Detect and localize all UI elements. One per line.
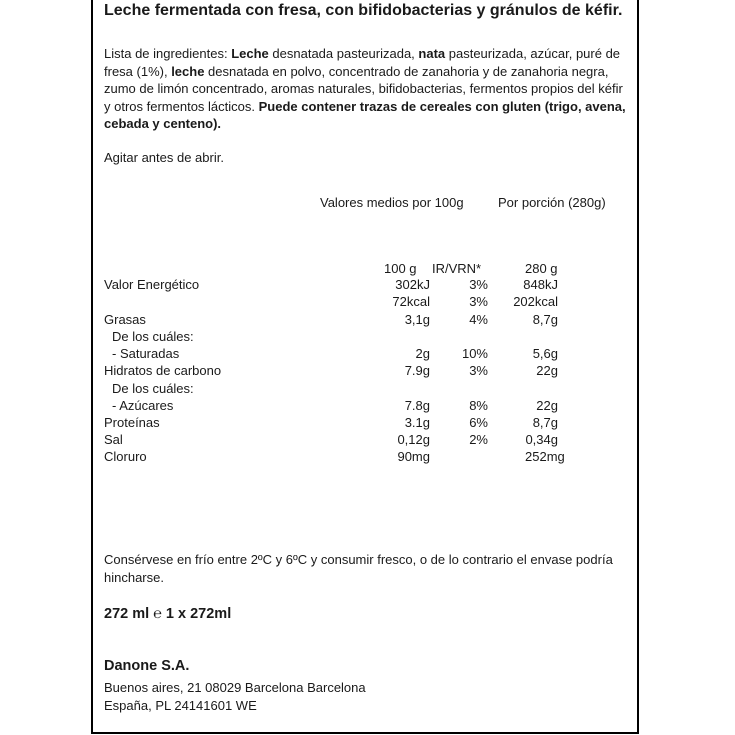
header-per-portion: Por porción (280g) [498,195,606,210]
value-per-100g: 302kJ [395,277,430,292]
col-header-ir: IR/VRN* [432,261,482,276]
estimated-sign-icon: ℮ [153,606,162,622]
product-title: Leche fermentada con fresa, con bifidobacterias y gránulos de kéfir. [104,2,623,19]
nutrient-label: - Azúcares [112,398,174,413]
quantity-line [104,606,231,622]
value-ir-vrn: 3% [469,277,488,292]
ingredient-part: desnatada pasteurizada, [268,46,419,61]
value-per-280g: 22g [536,398,558,413]
ingredient-part: leche [171,63,205,79]
value-per-100g: 2g [415,346,430,361]
nutrient-label: De los cuáles: [112,381,194,396]
ingredients-list [104,45,629,133]
value-ir-vrn: 4% [469,312,488,327]
value-per-280g: 252mg [525,449,565,464]
company-address-1: Buenos aires, 21 08029 Barcelona Barcelona [104,680,366,695]
value-per-100g: 90mg [397,449,430,464]
nutrient-label: Sal [104,432,123,447]
ingredient-part: Puede contener trazas de cereales con gluten (trigo, avena, cebada y centeno). [104,98,626,131]
value-per-280g: 8,7g [532,312,558,327]
company-name: Danone S.A. [104,658,190,674]
value-per-280g: 0,34g [525,432,558,447]
value-ir-vrn: 8% [469,398,488,413]
value-ir-vrn: 6% [469,415,488,430]
value-ir-vrn: 3% [469,294,488,309]
company-address-2: España, PL 24141601 WE [104,698,257,713]
ingredients-label: Lista de ingredientes: [104,46,228,61]
nutrient-label: Valor Energético [104,277,200,292]
value-per-280g: 5,6g [532,346,558,361]
value-per-280g: 848kJ [523,277,558,292]
net-quantity: 272 ml [104,606,150,622]
pack-quantity: 1 x 272ml [165,606,232,622]
value-per-100g: 3,1g [404,312,430,327]
nutrient-label: Cloruro [104,449,147,464]
value-per-100g: 7.8g [404,398,430,413]
value-per-280g: 22g [536,363,558,378]
nutrient-label: - Saturadas [112,346,180,361]
nutrient-label: Proteínas [104,415,160,430]
value-per-100g: 7.9g [404,363,430,378]
ingredient-part: Leche [231,46,269,61]
value-ir-vrn: 2% [469,432,488,447]
value-ir-vrn: 10% [461,346,488,361]
col-header-280g: 280 g [525,261,558,276]
nutrient-label: Grasas [104,312,146,327]
ingredient-part: nata [418,46,446,61]
nutrient-label: Hidratos de carbono [104,363,222,378]
ingredient-part: desnatada en polvo, concentrado de zanahoria y de zanahoria negra, zumo de limón concentrado, aromas naturales, bifidobacterias, fermentos propios del kéfir y otros fermentos lácticos. [104,63,623,114]
ingredient-part: pasteurizada, azúcar, puré de fresa (1%), [104,46,621,79]
header-per-100g: Valores medios por 100g [320,195,464,210]
value-per-100g: 72kcal [392,294,430,309]
value-per-280g: 202kcal [513,294,558,309]
value-per-100g: 3.1g [404,415,430,430]
nutrient-label: De los cuáles: [112,329,194,344]
value-ir-vrn: 3% [469,363,488,378]
storage-note: Consérvese en frío entre 2ºC y 6ºC y consumir fresco, o de lo contrario el envase podría hincharse. [104,552,613,585]
col-header-100g: 100 g [384,261,417,276]
value-per-100g: 0,12g [397,432,430,447]
shake-note: Agitar antes de abrir. [104,150,224,165]
value-per-280g: 8,7g [532,415,558,430]
